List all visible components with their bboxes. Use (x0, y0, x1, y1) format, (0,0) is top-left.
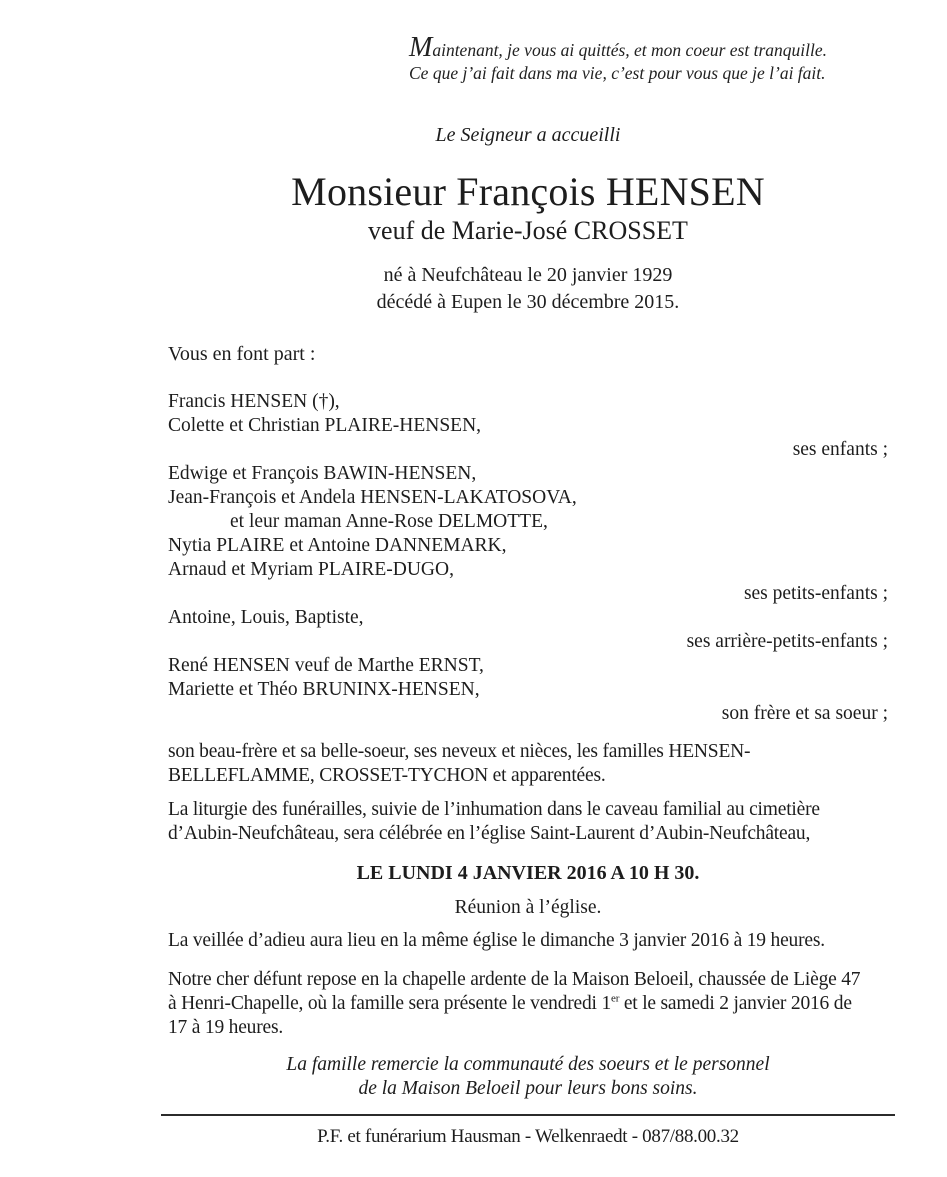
epigraph-quote (409, 32, 888, 85)
reunion-line: Réunion à l’église. (454, 897, 602, 918)
footer-divider (161, 1114, 895, 1116)
ordinal-superscript: er (611, 992, 620, 1005)
chapel-line-1: Notre cher défunt repose en la chapelle ardente de la Maison Beloeil, chaussée de Liège 47 (168, 969, 861, 990)
liturgy-line-1: La liturgie des funérailles, suivie de l’inhumation dans le caveau familial au cimetière (168, 799, 820, 820)
family-line: Arnaud et Myriam PLAIRE-DUGO, (168, 559, 454, 580)
widower-line: veuf de Marie-José CROSSET (368, 216, 688, 245)
deceased-name: Monsieur François HENSEN (291, 169, 765, 214)
epigraph-line-1 (409, 32, 888, 63)
epigraph-line-2: Ce que j’ai fait dans ma vie, c’est pour vous que je l’ai fait. (409, 63, 826, 83)
family-line: Jean-François et Andela HENSEN-LAKATOSOVA, (168, 487, 577, 508)
epigraph-line-1-text: aintenant, je vous ai quittés, et mon coeur est tranquille. (432, 40, 827, 60)
intro-line: Le Seigneur a accueilli (435, 124, 621, 146)
relation-label-grandchildren: ses petits-enfants ; (743, 583, 888, 604)
relation-label-siblings: son frère et sa soeur ; (721, 703, 888, 724)
epigraph-drop-initial: M (409, 32, 433, 63)
family-line: René HENSEN veuf de Marthe ERNST, (168, 655, 484, 676)
chapel-line-2 (168, 992, 888, 1016)
relatives-paragraph (168, 740, 888, 788)
relation-label-children: ses enfants ; (792, 439, 888, 460)
liturgy-line-2: d’Aubin-Neufchâteau, sera célébrée en l’église Saint-Laurent d’Aubin-Neufchâteau, (168, 823, 811, 844)
family-line: Colette et Christian PLAIRE-HENSEN, (168, 415, 482, 436)
family-line: Edwige et François BAWIN-HENSEN, (168, 463, 477, 484)
chapel-paragraph (168, 968, 888, 1040)
chapel-line-2-start: à Henri-Chapelle, où la famille sera présente le vendredi 1 (168, 993, 612, 1014)
vigil-paragraph: La veillée d’adieu aura lieu en la même église le dimanche 3 janvier 2016 à 19 heures. (168, 930, 825, 951)
family-line: Nytia PLAIRE et Antoine DANNEMARK, (168, 535, 507, 556)
family-line: Antoine, Louis, Baptiste, (168, 607, 364, 628)
death-line: décédé à Eupen le 30 décembre 2015. (376, 291, 680, 313)
chapel-line-3: 17 à 19 heures. (168, 1017, 284, 1038)
family-list (168, 390, 888, 726)
thanks-line-1: La famille remercie la communauté des soeurs et le personnel (286, 1054, 770, 1075)
chapel-line-2-end: et le samedi 2 janvier 2016 de (619, 993, 852, 1014)
announcement-lead: Vous en font part : (168, 343, 316, 365)
thanks-line-2: de la Maison Beloeil pour leurs bons soins. (358, 1078, 698, 1099)
family-line: Francis HENSEN (†), (168, 391, 340, 412)
birth-line: né à Neufchâteau le 20 janvier 1929 (383, 264, 673, 286)
relation-label-great-grandchildren: ses arrière-petits-enfants ; (686, 631, 888, 652)
ceremony-date-line: LE LUNDI 4 JANVIER 2016 A 10 H 30. (356, 862, 700, 884)
relatives-line-1: son beau-frère et sa belle-soeur, ses neveux et nièces, les familles HENSEN- (168, 741, 751, 762)
funeral-home-footer: P.F. et funérarium Hausman - Welkenraedt - 087/88.00.32 (317, 1126, 739, 1147)
relatives-line-2: BELLEFLAMME, CROSSET-TYCHON et apparentées. (168, 765, 606, 786)
life-dates (168, 262, 888, 316)
family-line-indented: et leur maman Anne-Rose DELMOTTE, (230, 511, 548, 532)
thanks-paragraph (168, 1053, 888, 1101)
liturgy-paragraph (168, 798, 888, 846)
family-line: Mariette et Théo BRUNINX-HENSEN, (168, 679, 480, 700)
